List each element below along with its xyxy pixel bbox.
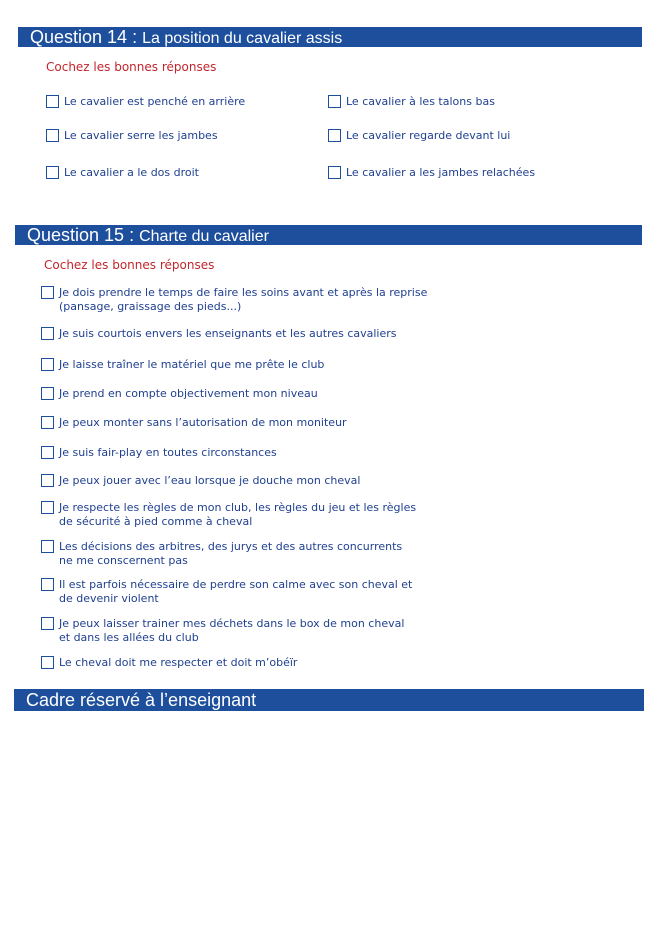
- checkbox[interactable]: [41, 327, 54, 340]
- q15-option-5[interactable]: [41, 416, 347, 430]
- q15-option-label: Je peux monter sans l’autorisation de mon moniteur: [59, 416, 347, 429]
- checkbox[interactable]: [328, 95, 341, 108]
- q15-option-label: Je respecte les règles de mon club, les règles du jeu et les règles de sécurité à pied comme à cheval: [59, 501, 417, 528]
- q14-option-3[interactable]: [46, 129, 218, 143]
- question-15-header: [15, 225, 642, 245]
- q14-option-label: Le cavalier est penché en arrière: [64, 95, 246, 108]
- q14-option-label: Le cavalier a le dos droit: [64, 166, 199, 179]
- checkbox[interactable]: [328, 166, 341, 179]
- checkbox[interactable]: [41, 286, 54, 299]
- checkbox[interactable]: [41, 446, 54, 459]
- q14-option-5[interactable]: [46, 166, 199, 180]
- q15-option-6[interactable]: [41, 446, 277, 460]
- q15-option-label: Je suis courtois envers les enseignants et les autres cavaliers: [59, 327, 397, 340]
- q15-option-3[interactable]: [41, 358, 324, 372]
- question-14-title: La position du cavalier assis: [142, 30, 343, 47]
- q15-option-label: Le cheval doit me respecter et doit m’obéïr: [59, 656, 298, 669]
- checkbox[interactable]: [41, 474, 54, 487]
- teacher-section-header: [14, 689, 644, 711]
- q15-option-label: Je peux laisser trainer mes déchets dans le box de mon cheval et dans les allées du club: [59, 617, 405, 644]
- question-14-instruction: Cochez les bonnes réponses: [46, 60, 217, 74]
- checkbox[interactable]: [46, 166, 59, 179]
- q15-option-7[interactable]: [41, 474, 360, 488]
- checkbox[interactable]: [41, 617, 54, 630]
- checkbox[interactable]: [41, 540, 54, 553]
- question-14-header: [18, 27, 642, 47]
- question-15-number: Question 15 :: [27, 225, 135, 245]
- q15-option-label: Je dois prendre le temps de faire les soins avant et après la reprise (pansage, graissage des pieds...): [59, 286, 428, 313]
- checkbox[interactable]: [328, 129, 341, 142]
- checkbox[interactable]: [46, 129, 59, 142]
- q14-option-label: Le cavalier serre les jambes: [64, 129, 218, 142]
- question-15-title: Charte du cavalier: [139, 228, 269, 245]
- q15-option-12[interactable]: [41, 656, 297, 670]
- q15-option-label: Je suis fair-play en toutes circonstances: [59, 446, 277, 459]
- teacher-section-title: Cadre réservé à l’enseignant: [26, 690, 257, 710]
- q14-option-1[interactable]: [46, 95, 245, 109]
- q14-option-label: Le cavalier à les talons bas: [346, 95, 495, 108]
- q15-option-label: Les décisions des arbitres, des jurys et des autres concurrents ne me conscernent pas: [59, 540, 403, 567]
- teacher-reserved-area[interactable]: [14, 715, 644, 915]
- q15-option-10[interactable]: [41, 578, 412, 606]
- q14-option-label: Le cavalier regarde devant lui: [346, 129, 511, 142]
- q15-option-label: Je prend en compte objectivement mon niveau: [59, 387, 318, 400]
- checkbox[interactable]: [41, 656, 54, 669]
- question-14-number: Question 14 :: [30, 27, 138, 47]
- q15-option-label: Il est parfois nécessaire de perdre son calme avec son cheval et de devenir violent: [59, 578, 413, 605]
- checkbox[interactable]: [41, 501, 54, 514]
- checkbox[interactable]: [41, 387, 54, 400]
- checkbox[interactable]: [41, 578, 54, 591]
- q15-option-label: Je laisse traîner le matériel que me prête le club: [59, 358, 325, 371]
- q14-option-2[interactable]: [328, 95, 495, 109]
- q15-option-2[interactable]: [41, 327, 397, 341]
- checkbox[interactable]: [41, 416, 54, 429]
- q14-option-4[interactable]: [328, 129, 510, 143]
- q15-option-11[interactable]: [41, 617, 404, 645]
- q15-option-1[interactable]: [41, 286, 427, 314]
- q15-option-8[interactable]: [41, 501, 416, 529]
- q14-option-label: Le cavalier a les jambes relachées: [346, 166, 536, 179]
- question-15-instruction: Cochez les bonnes réponses: [44, 258, 215, 272]
- checkbox[interactable]: [46, 95, 59, 108]
- q15-option-label: Je peux jouer avec l’eau lorsque je douche mon cheval: [59, 474, 361, 487]
- q14-option-6[interactable]: [328, 166, 535, 180]
- q15-option-4[interactable]: [41, 387, 318, 401]
- q15-option-9[interactable]: [41, 540, 402, 568]
- checkbox[interactable]: [41, 358, 54, 371]
